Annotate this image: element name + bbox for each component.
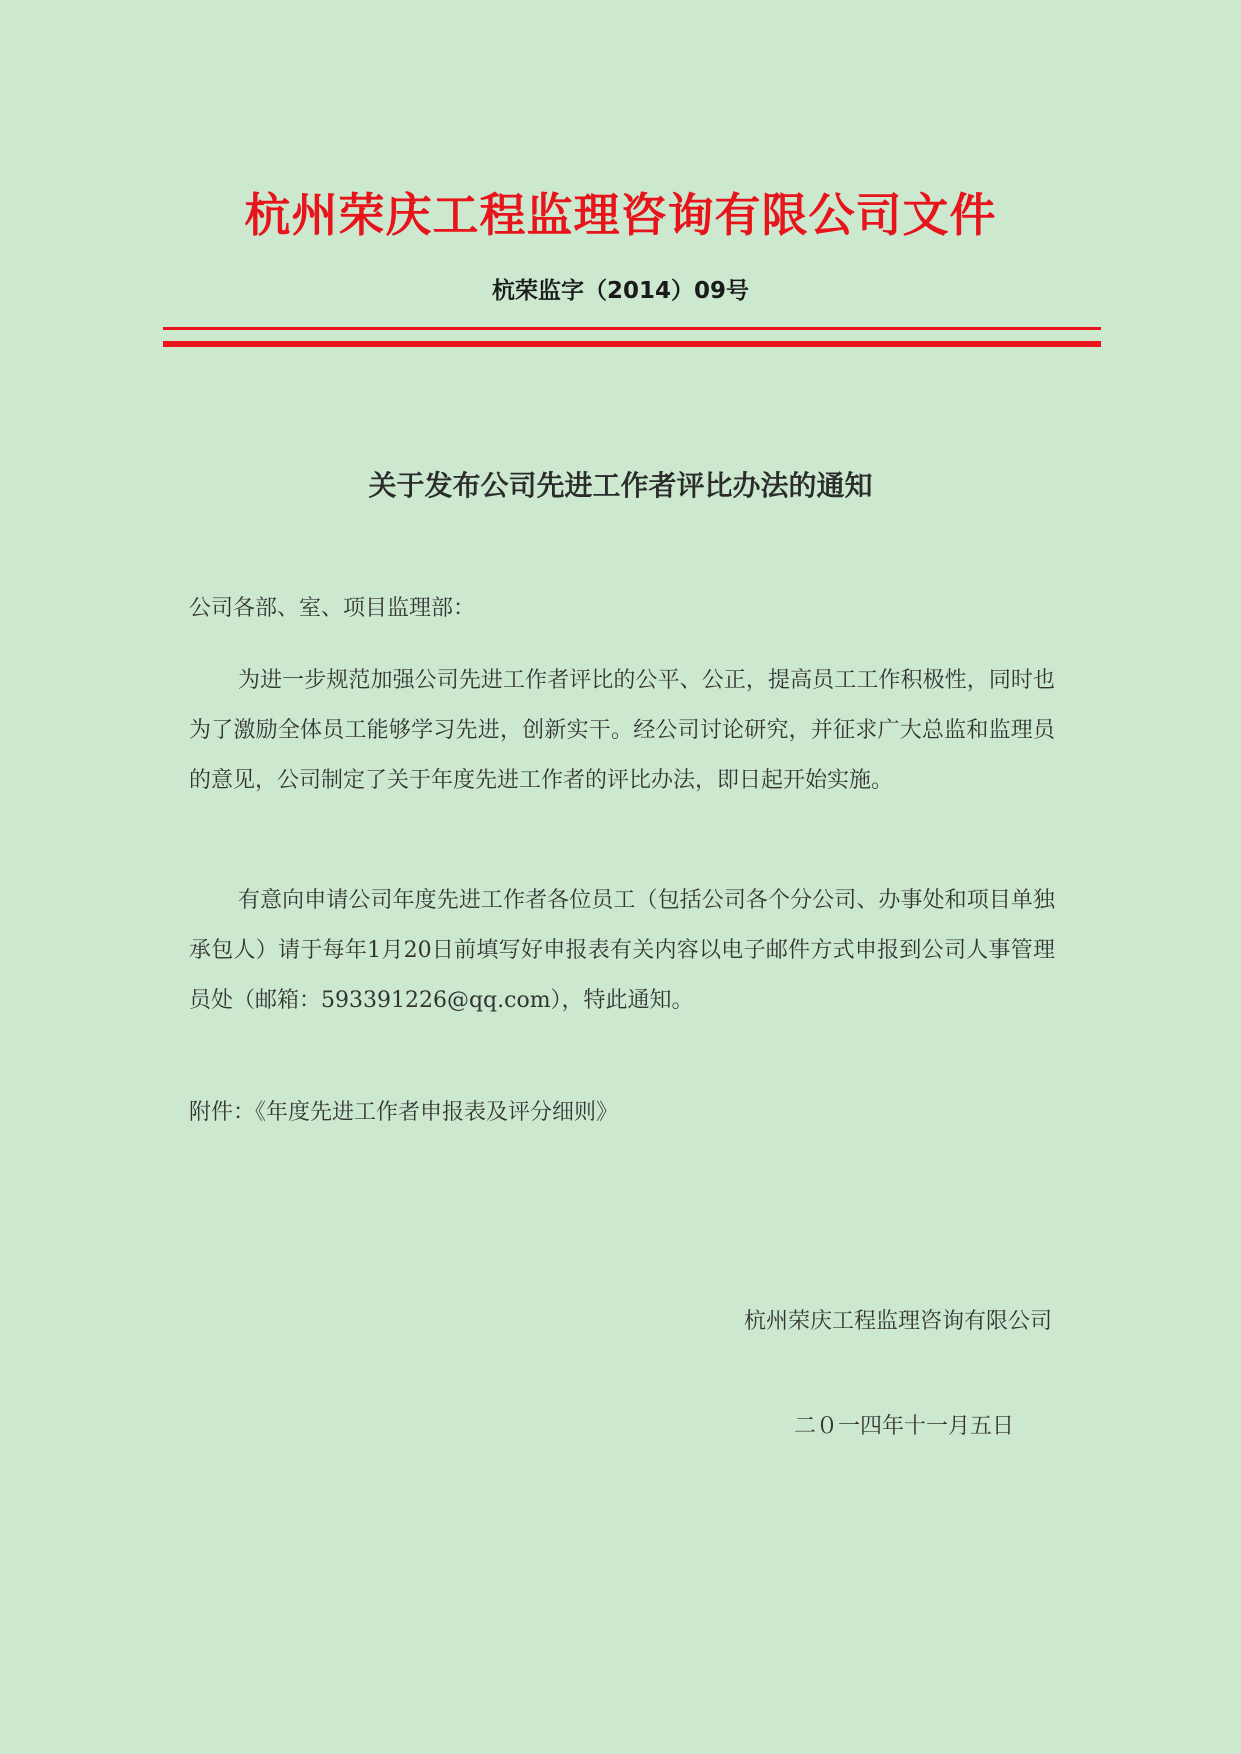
body-paragraph-2: 有意向申请公司年度先进工作者各位员工（包括公司各个分公司、办事处和项目单独承包人）请于每年1月20日前填写好申报表有关内容以电子邮件方式申报到公司人事管理员处（邮箱：593391226@qq.com），特此通知。: [189, 888, 1055, 1013]
org-header-title: 杭州荣庆工程监理咨询有限公司文件: [244, 188, 997, 242]
signature-date: 二０一四年十一月五日: [793, 1414, 1014, 1439]
header-divider-thin: [163, 327, 1101, 330]
salutation: 公司各部、室、项目监理部：: [189, 596, 476, 621]
header-divider-thick: [163, 341, 1101, 347]
signature-company: 杭州荣庆工程监理咨询有限公司: [743, 1309, 1052, 1334]
attachment-line: 附件：《年度先进工作者申报表及评分细则》: [189, 1100, 619, 1125]
body-paragraph-1: 为进一步规范加强公司先进工作者评比的公平、公正，提高员工工作积极性，同时也为了激励全体员工能够学习先进，创新实干。经公司讨论研究，并征求广大总监和监理员的意见，公司制定了关于年度先进工作者的评比办法，即日起开始实施。: [189, 668, 1055, 793]
document-number: 杭荣监字（2014）09号: [491, 278, 750, 304]
notice-title: 关于发布公司先进工作者评比办法的通知: [368, 469, 873, 502]
